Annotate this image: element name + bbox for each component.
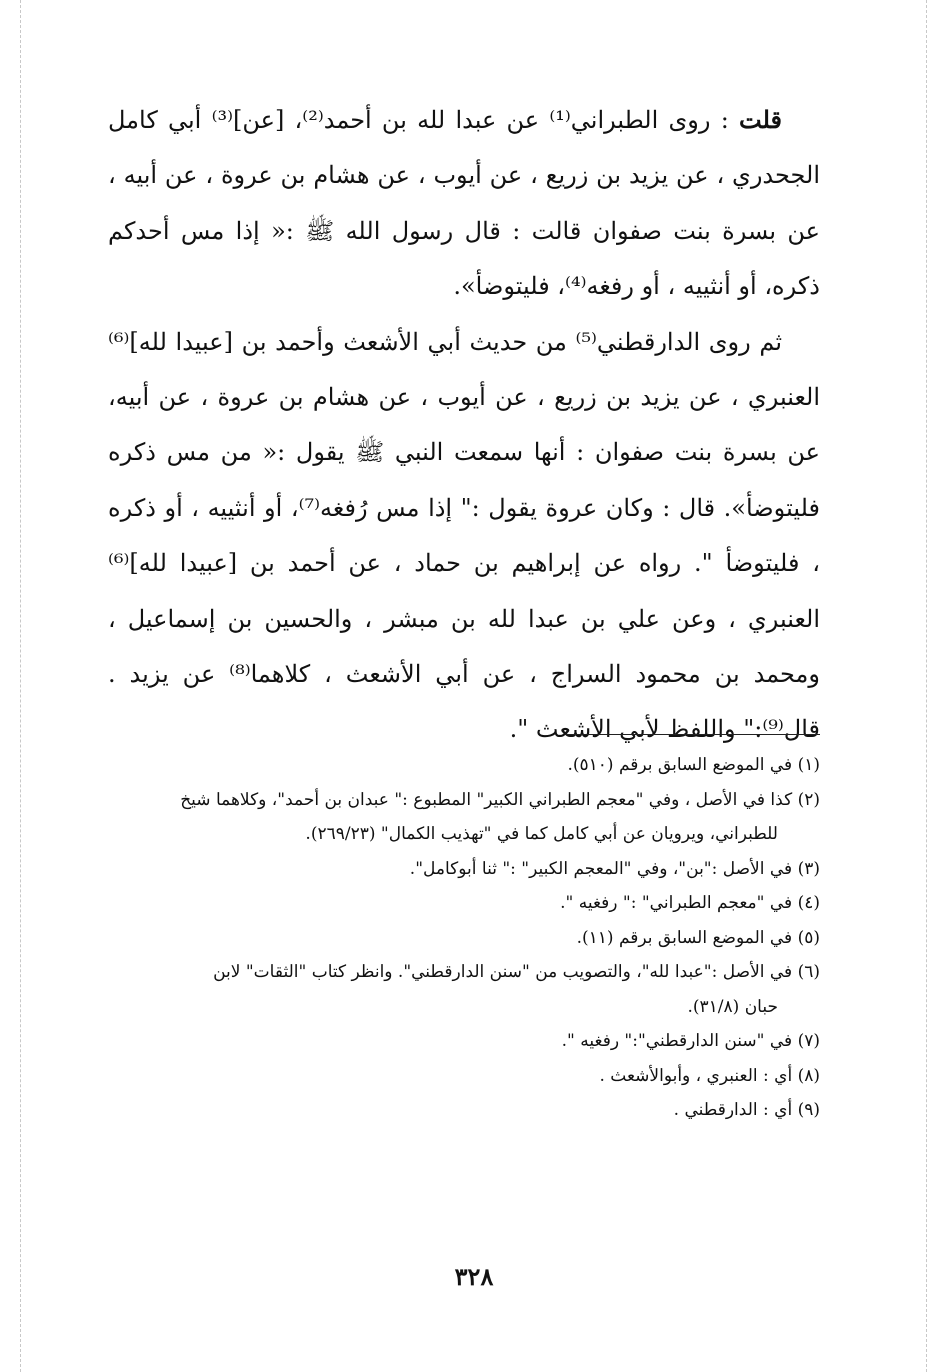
footnotes (108, 748, 820, 1128)
footnote-3 (108, 852, 820, 887)
footnote-text: (٨) أي : العنبري ، وأبوالأشعث . (599, 1065, 820, 1086)
paragraph-1 (108, 92, 820, 315)
paragraph-1-text: : روى الطبراني⁽¹⁾ عن عبدا لله بن أحمد⁽²⁾، [عن]⁽³⁾ أبي كامل الجحدري ، عن يزيد بن زريع ، عن أيوب ، عن هشام بن عروة ، عن أبيه ، عن بسرة بنت صفوان قالت : قال رسول الله ﷺ :« إذا مس أحدكم ذكره، أو أنثييه ، أو رفغه⁽⁴⁾، فليتوضأ». (108, 106, 820, 301)
footnote-text: (٤) في "معجم الطبراني" :" رفغيه ". (560, 893, 820, 913)
footnote-2 (108, 783, 820, 852)
left-margin-rule (20, 0, 21, 1372)
footnote-1 (108, 748, 820, 783)
footnote-text: (٦) في الأصل :"عبدا لله"، والتصويب من "سنن الدارقطني". وانظر كتاب "الثقات" لابن (213, 962, 820, 982)
paragraph-1-lead: قلت (739, 105, 783, 134)
footnote-text: (٣) في الأصل :"بن"، وفي "المعجم الكبير" :" ثنا أبوكامل". (409, 858, 820, 879)
page-number: ٣٢٨ (454, 1262, 494, 1291)
footnote-text: (٥) في الموضع السابق برقم (١١). (576, 927, 820, 948)
footnote-4 (108, 886, 820, 921)
footnote-8 (108, 1059, 820, 1094)
footnote-7 (108, 1024, 820, 1059)
footnote-continuation: للطبراني، ويرويان عن أبي كامل كما في "تهذيب الكمال" (٢٦٩/٢٣). (305, 824, 778, 844)
footnote-text: (٩) أي : الدارقطني . (673, 1100, 820, 1120)
footnote-continuation: حبان (٣١/٨). (687, 996, 778, 1017)
main-text (108, 92, 820, 758)
paragraph-2: ثم روى الدارقطني⁽⁵⁾ من حديث أبي الأشعث وأحمد بن [عبيدا لله]⁽⁶⁾ العنبري ، عن يزيد بن زريع ، عن أيوب ، عن هشام بن عروة ، عن أبيه، عن بسرة بنت صفوان : أنها سمعت النبي ﷺ يقول :« من مس ذكره فليتوضأ». قال : وكان عروة يقول :" إذا مس رُفغه⁽⁷⁾، أو أنثييه ، أو ذكره ، فليتوضأ ". رواه عن إبراهيم بن حماد ، عن أحمد بن [عبيدا لله]⁽⁶⁾ العنبري ، وعن علي بن عبدا لله بن مبشر ، والحسين بن إسماعيل ، ومحمد بن محمود السراج ، عن أبي الأشعث ، كلاهما⁽⁸⁾ عن يزيد . قال⁽⁹⁾:" واللفظ لأبي الأشعث ". (108, 327, 821, 744)
footnote-9 (108, 1093, 820, 1128)
footnote-5 (108, 921, 820, 956)
footnote-text: (١) في الموضع السابق برقم (٥١٠). (567, 755, 820, 775)
footnote-separator (566, 734, 820, 735)
right-margin-rule (926, 0, 927, 1372)
footnote-6 (108, 955, 820, 1024)
footnote-text: (٧) في "سنن الدارقطني":" رفغيه ". (561, 1031, 820, 1051)
footnote-text: (٢) كذا في الأصل ، وفي "معجم الطبراني الكبير" المطبوع :" عبدان بن أحمد"، وكلاهما شيخ (180, 789, 820, 810)
